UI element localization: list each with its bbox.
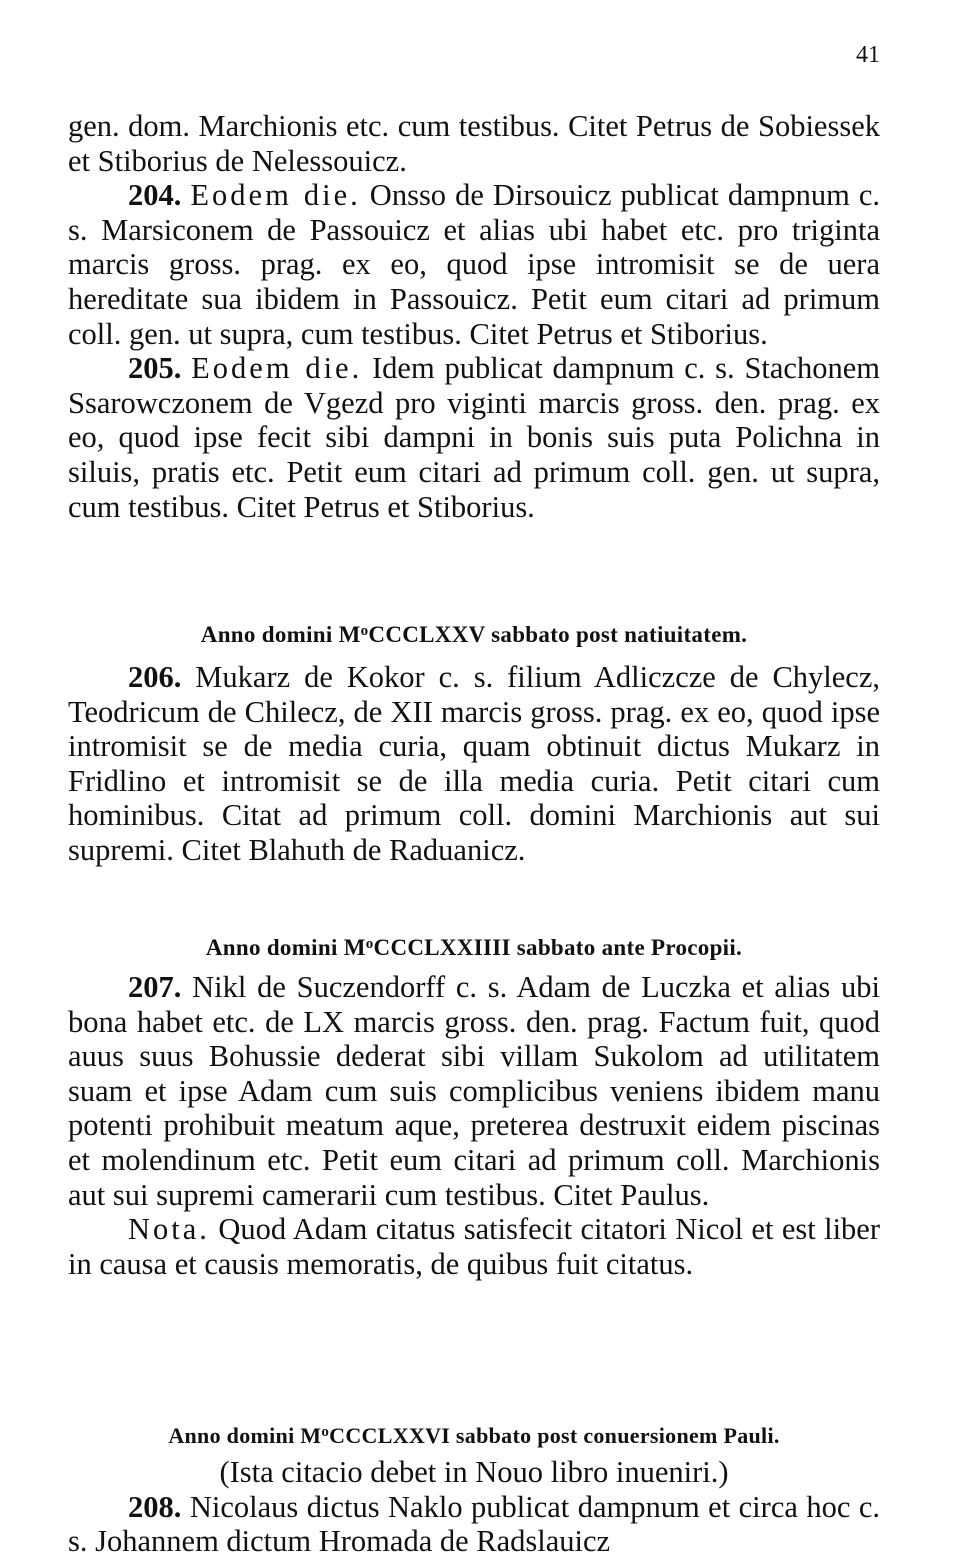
heading-text: Anno domini M <box>205 935 366 960</box>
entry-207 <box>68 970 880 1212</box>
entry-number: 206. <box>128 660 182 694</box>
entry-text: Nicolaus dictus Naklo publicat dampnum et circa hoc c. s. Johannem dictum Hromada de Radslauicz <box>68 1489 881 1559</box>
heading-text: CCCLXXV sabbato post natiuitatem. <box>368 622 748 647</box>
entry-number: 205. <box>128 351 182 386</box>
entry-text: Nikl de Suczendorff c. s. Adam de Luczka et alias ubi bona habet etc. de LX marcis gross. den. prag. Factum fuit, quod auus suus Bohussie dederat sibi villam Sukolom ad utilitatem suam et ipse Adam cum suis complicibus veniens ibidem manu potenti prohibuit meatum aque, preterea destruxit eidem piscinas et molendinum etc. Petit eum citari ad primum coll. Marchionis aut sui supremi camerarii cum testibus. Citet Paulus. <box>68 970 880 1212</box>
text-block-1 <box>68 109 880 524</box>
entry-eodem: Eodem die. <box>190 178 361 213</box>
continued-paragraph: gen. dom. Marchionis etc. cum testibus. Citet Petrus de Sobiessek et Stiborius de Nelessouicz. <box>68 109 880 178</box>
nota-text: Quod Adam citatus satisfecit citatori Nicol et est liber in causa et causis memoratis, de quibus fuit citatus. <box>68 1212 880 1281</box>
section-heading <box>68 622 880 648</box>
heading-superscript: o <box>365 936 374 952</box>
section-heading <box>68 935 880 961</box>
ista-note: (Ista citacio debet in Nouo libro inueniri.) <box>219 1455 729 1489</box>
entry-text: Idem publicat dampnum c. s. Stachonem Ssarowczonem de Vgezd pro viginti marcis gross. den. prag. ex eo, quod ipse fecit sibi dampni in bonis suis puta Polichna in siluis, pratis etc. Petit eum citari ad primum coll. gen. ut supra, cum testibus. Citet Petrus et Stiborius. <box>68 351 880 524</box>
section-heading <box>68 1423 880 1449</box>
nota-paragraph <box>68 1212 880 1281</box>
entry-text: Onsso de Dirsouicz publicat dampnum c. s. Marsiconem de Passouicz et alias ubi habet etc. pro triginta marcis gross. prag. ex eo, quod ipse intromisit se de uera hereditate sua ibidem in Passouicz. Petit eum citari ad primum coll. gen. ut supra, cum testibus. Citet Petrus et Stiborius. <box>68 178 881 351</box>
heading-text: CCCLXXVI sabbato post conuersionem Pauli. <box>329 1423 780 1448</box>
entry-text: Mukarz de Kokor c. s. filium Adliczcze de Chylecz, Teodricum de Chilecz, de XII marcis gross. prag. ex eo, quod ipse intromisit se de media curia, quam obtinuit dictus Mukarz in Fridlino et intromisit se de illa media curia. Petit citari cum hominibus. Citat ad primum coll. domini Marchionis aut sui supremi. Citet Blahuth de Raduanicz. <box>68 660 880 867</box>
entry-number: 207. <box>128 970 182 1004</box>
entry-number: 204. <box>128 178 182 213</box>
page-number: 41 <box>856 42 880 68</box>
entry-number: 208. <box>128 1489 182 1524</box>
entry-206 <box>68 660 880 868</box>
heading-superscript: o <box>321 1424 330 1440</box>
entry-205 <box>68 351 880 524</box>
text-block-3 <box>68 970 880 1281</box>
text-block-2 <box>68 660 880 868</box>
heading-superscript: o <box>360 623 369 639</box>
heading-text: CCCLXXIIII sabbato ante Procopii. <box>373 935 743 960</box>
entry-208 <box>68 1490 880 1559</box>
entry-eodem: Eodem die. <box>191 351 363 386</box>
heading-text: Anno domini M <box>168 1423 322 1448</box>
heading-text: Anno domini M <box>200 622 361 647</box>
entry-204 <box>68 178 880 351</box>
text-block-4 <box>68 1455 880 1559</box>
nota-label: Nota. <box>128 1212 210 1247</box>
